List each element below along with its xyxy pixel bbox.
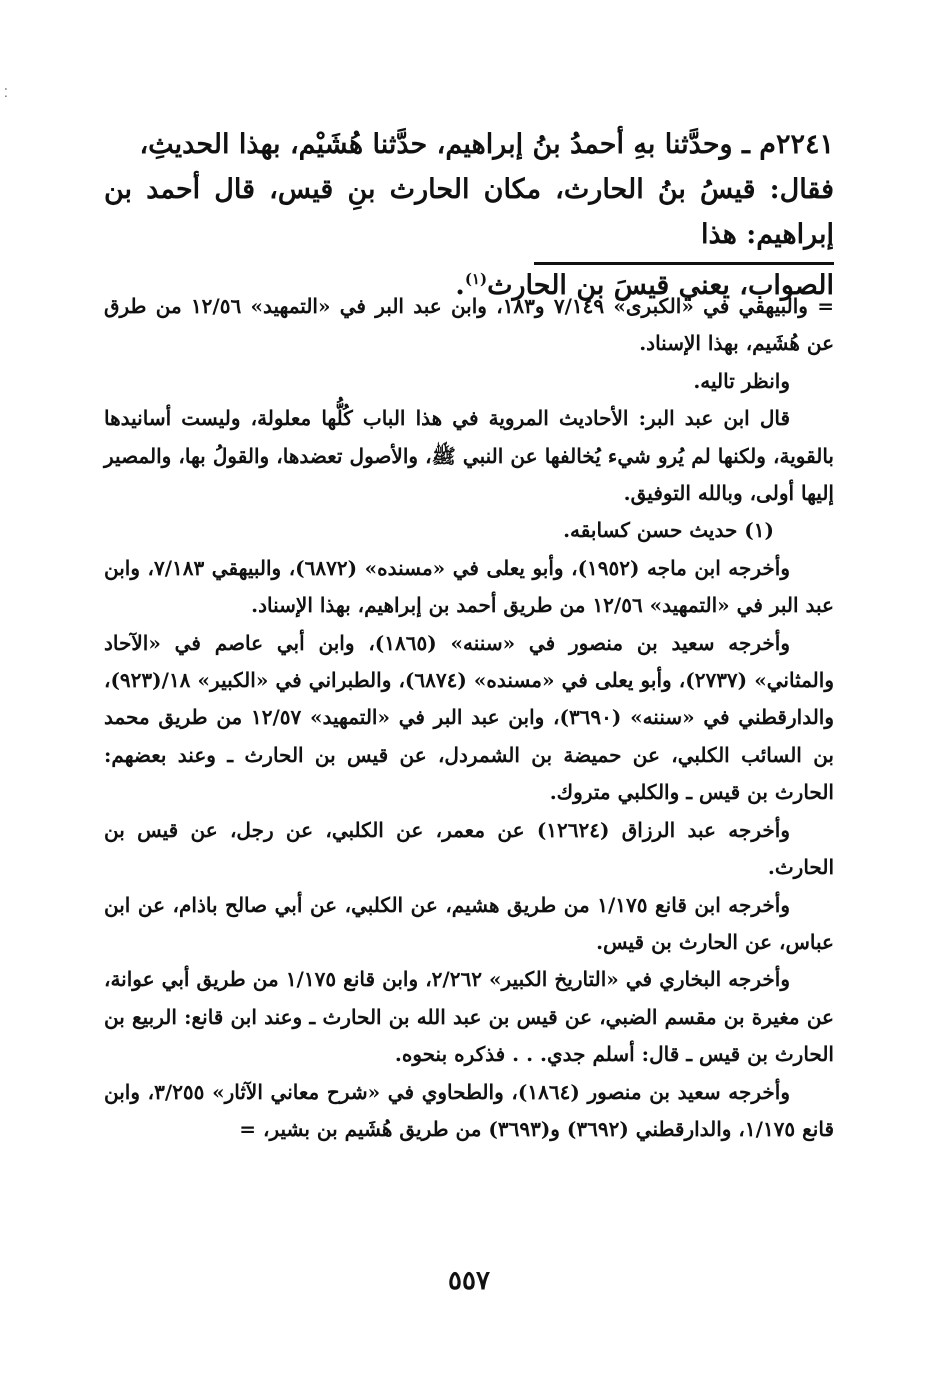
hadith-line-3-end: . bbox=[455, 270, 465, 301]
footnote-paragraph: وأخرجه سعيد بن منصور (١٨٦٤)، والطحاوي في «شرح معاني الآثار» ٣/٢٥٥، وابن قانع ١/١٧٥، والدارقطني (٣٦٩٢) و(٣٦٩٣) من طريق هُشَيم بن بشير، = bbox=[104, 1079, 834, 1141]
page-number: ٥٥٧ bbox=[448, 1266, 490, 1296]
hadith-line-3-text: الصواب، يعني قيسَ بن الحارث bbox=[487, 270, 834, 301]
footnote-continuation: = والبيهقي في «الكبرى» ٧/١٤٩ و١٨٣، وابن عبد البر في «التمهيد» ١٢/٥٦ من طرق عن هُشَيم، بهذا الإسناد. bbox=[104, 294, 834, 356]
footnote-paragraph: وأخرجه عبد الرزاق (١٢٦٢٤) عن معمر، عن الكلبي، عن رجل، عن قيس بن الحارث. bbox=[104, 817, 834, 880]
footnote-paragraph: وأخرجه ابن قانع ١/١٧٥ من طريق هشيم، عن الكلبي، عن أبي صالح باذام، عن ابن عباس، عن الحارث بن قيس. bbox=[104, 892, 834, 954]
footnote-paragraph: وأخرجه البخاري في «التاريخ الكبير» ٢/٢٦٢، وابن قانع ١/١٧٥ من طريق أبي عوانة، عن مغيرة بن مقسم الضبي، عن قيس بن عبد الله بن الحارث ـ وعند ابن قانع: الربيع بن الحارث بن قيس ـ قال: أسلم جدي. . . فذكره بنحوه. bbox=[104, 967, 834, 1067]
footnotes bbox=[104, 288, 834, 1148]
footnote-divider bbox=[534, 262, 834, 265]
footnote-paragraph: وانظر تاليه. bbox=[693, 368, 790, 393]
footnote-1-heading: (١) حديث حسن كسابقه. bbox=[563, 518, 774, 543]
hadith-text bbox=[104, 122, 834, 308]
footnote-paragraph: وأخرجه ابن ماجه (١٩٥٢)، وأبو يعلى في «مسنده» (٦٨٧٢)، والبيهقي ٧/١٨٣، وابن عبد البر في «التمهيد» ١٢/٥٦ من طريق أحمد بن إبراهيم، بهذا الإسناد. bbox=[104, 555, 834, 618]
margin-mark: ⁚ bbox=[4, 86, 8, 100]
footnote-paragraph: قال ابن عبد البر: الأحاديث المروية في هذا الباب كُلُّها معلولة، وليست أسانيدها بالقوية، ولكنها لم يُرو شيء يُخالفها عن النبي ﷺ، والأصول تعضدها، والقولُ بها، والمصير إليها أولى، وبالله التوفيق. bbox=[104, 406, 834, 506]
footnote-paragraph: وأخرجه سعيد بن منصور في «سننه» (١٨٦٥)، وابن أبي عاصم في «الآحاد والمثاني» (٢٧٣٧)، وأبو يعلى في «مسنده» (٦٨٧٤)، والطبراني في «الكبير» ١٨/(٩٢٣)، والدارقطني في «سننه» (٣٦٩٠)، وابن عبد البر في «التمهيد» ١٢/٥٧ من طريق محمد بن السائب الكلبي، عن حميضة بن الشمردل، عن قيس بن الحارث ـ وعند بعضهم: الحارث بن قيس ـ والكلبي متروك. bbox=[104, 630, 835, 805]
hadith-line-1: ٢٢٤١م ـ وحدَّثنا بهِ أحمدُ بنُ إبراهيم، حدَّثنا هُشَيْم، بهذا الحديثِ، bbox=[139, 129, 834, 160]
footnote-reference: (١) bbox=[464, 270, 488, 288]
hadith-line-2: فقال: قيسُ بنُ الحارث، مكان الحارث بنِ قيس، قال أحمد بن إبراهيم: هذا bbox=[104, 174, 834, 250]
